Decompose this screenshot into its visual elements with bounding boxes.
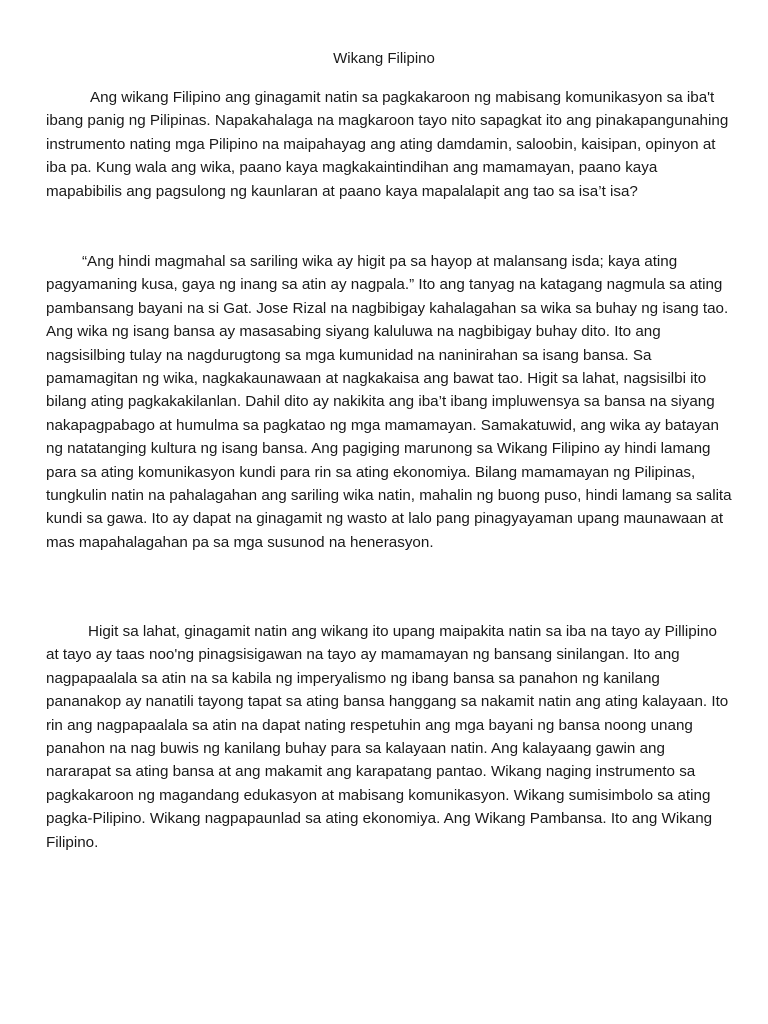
paragraph-3: Higit sa lahat, ginagamit natin ang wikang ito upang maipakita natin sa iba na tayo ay Pillipino at tayo ay taas noo'ng pinagsisigawan na tayo ay mamamayan ng bansang sinilangan. Ito ang nagpapaalala sa atin na sa kabila ng imperyalismo ng ibang bansa sa panahon ng kanilang pananakop ay nanatili tayong tapat sa ating bansa hanggang sa nakamit natin ang ating kalayaan. Ito rin ang nagpapaalala sa atin na dapat nating respetuhin ang mga bayani ng bansa noong unang panahon na nag buwis ng kanilang buhay para sa kalayaan natin. Ang kalayaang gawin ang nararapat sa ating bansa at ang makamit ang karapatang pantao. Wikang naging instrumento sa pagkakaroon ng magandang edukasyon at mabisang komunikasyon. Wikang sumisimbolo sa ating pagka-Pilipino. Wikang nagpapaunlad sa ating ekonomiya. Ang Wikang Pambansa. Ito ang Wikang Filipino. <box>46 623 729 851</box>
paragraph-1: Ang wikang Filipino ang ginagamit natin sa pagkakaroon ng mabisang komunikasyon sa iba't ibang panig ng Pilipinas. Napakahalaga na magkaroon tayo nito sapagkat ito ang pinakapangunahing instrumento nating mga Pilipino na maipahayag ang ating damdamin, saloobin, kaisipan, opinyon at iba pa. Kung wala ang wika, paano kaya magkakaintindihan ang mamamayan, paano kaya mapabibilis ang pagsulong ng kaunlaran at paano kaya mapalalapit ang tao sa isa’t isa? <box>46 89 729 200</box>
document-title: Wikang Filipino <box>333 50 435 67</box>
paragraph-2: “Ang hindi magmahal sa sariling wika ay higit pa sa hayop at malansang isda; kaya ating pagyamaning kusa, gaya ng inang sa atin ay nagpala.” Ito ang tanyag na katagang nagmula sa ating pambansang bayani na si Gat. Jose Rizal na nagbibigay kahalagahan sa wika sa buhay ng isang tao. Ang wika ng isang bansa ay masasabing siyang kaluluwa na nagbibigay buhay dito. Ito ang nagsisilbing tulay na nagdurugtong sa mga kumunidad na naninirahan sa isang bansa. Sa pamamagitan ng wika, nagkakaunawaan at nagkakaisa ang bawat tao. Higit sa lahat, nagsisilbi ito bilang ating pagkakakilanlan. Dahil dito ay nakikita ang iba’t ibang impluwensya sa bansa na siyang nakapagpabago at humulma sa pagkatao ng mga mamamayan. Samakatuwid, ang wika ay batayan ng natatanging kultura ng isang bansa. Ang pagiging marunong sa Wikang Filipino ay hindi lamang para sa ating komunikasyon kundi para rin sa ating ekonomiya. Bilang mamamayan ng Pilipinas, tungkulin natin na pahalagahan ang sariling wika natin, mahalin ng buong puso, hindi lamang sa salita kundi sa gawa. Ito ay dapat na ginagamit ng wasto at lalo pang pinagyayaman upang maunawaan at mas mapahalagahan pa sa mga susunod na henerasyon. <box>46 253 732 551</box>
